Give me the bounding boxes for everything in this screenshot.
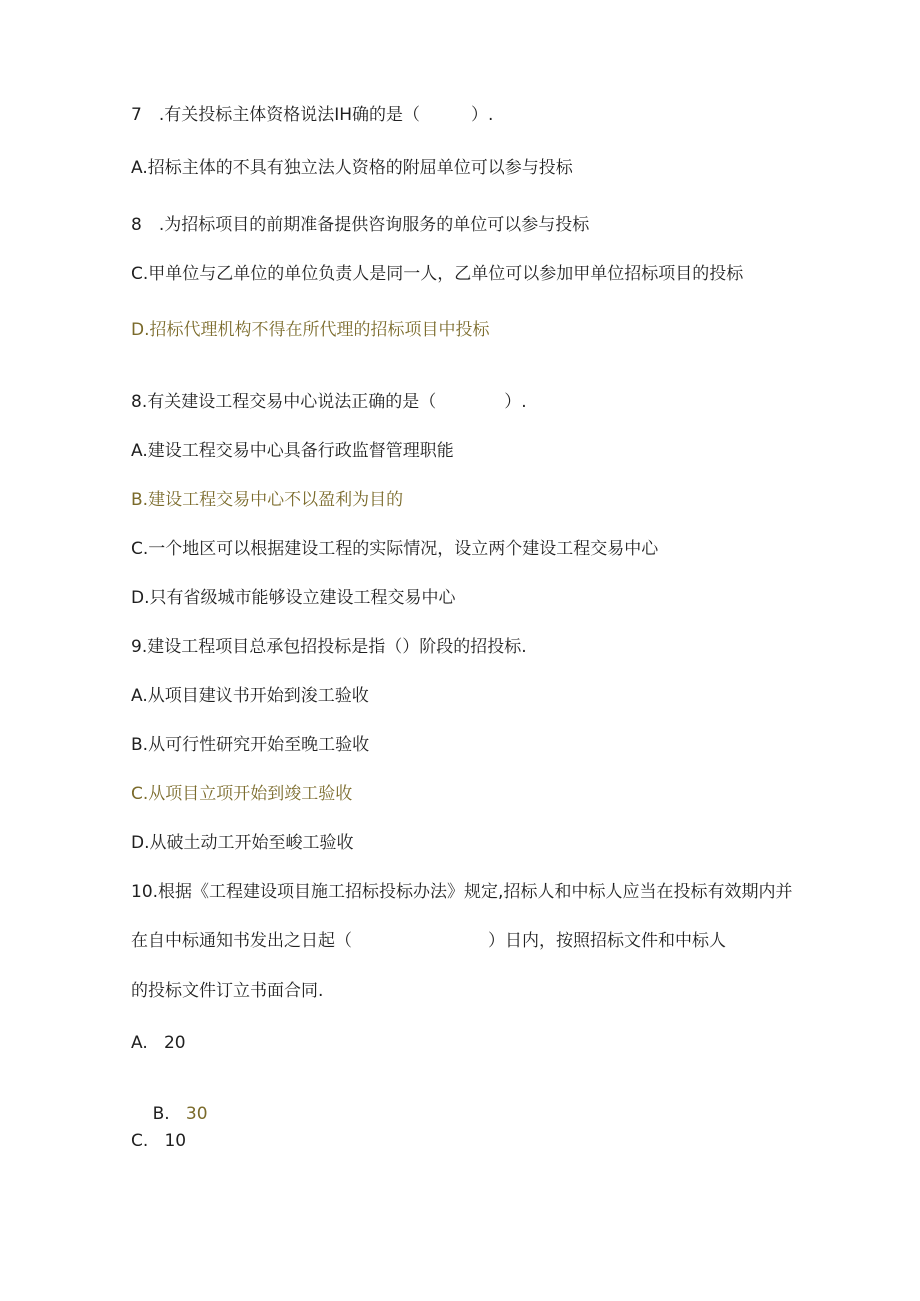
question-9-stem: 9.建设工程项目总承包招投标是指（）阶段的招投标.: [131, 637, 527, 657]
question-7-option-d-answer: D.招标代理机构不得在所代理的招标项目中投标: [131, 320, 490, 340]
question-10-option-a: A. 20: [131, 1033, 186, 1053]
question-7-option-b: 8 .为招标项目的前期准备提供咨询服务的单位可以参与投标: [131, 215, 590, 235]
question-10-stem-line-2: 在自中标通知书发出之日起（ ）日内，按照招标文件和中标人: [131, 931, 726, 951]
question-10-option-c: C. 10: [131, 1131, 187, 1151]
question-8-option-d: D.只有省级城市能够设立建设工程交易中心: [131, 588, 456, 608]
question-9-option-c-answer: C.从项目立项开始到竣工验收: [131, 784, 353, 804]
question-7-option-c: C.甲单位与乙单位的单位负责人是同一人，乙单位可以参加甲单位招标项目的投标: [131, 264, 744, 284]
option-b-answer-value: 30: [185, 1104, 208, 1124]
question-8-stem: 8.有关建设工程交易中心说法正确的是（ ）.: [131, 392, 527, 412]
question-8-option-c: C.一个地区可以根据建设工程的实际情况，设立两个建设工程交易中心: [131, 539, 659, 559]
question-8-option-b-answer: B.建设工程交易中心不以盈利为目的: [131, 490, 404, 510]
question-8-option-a: A.建设工程交易中心具备行政监督管理职能: [131, 441, 454, 461]
option-b-letter: B.: [152, 1104, 186, 1124]
question-9-option-a: A.从项目建议书开始到浚工验收: [131, 686, 369, 706]
question-9-option-d: D.从破土动工开始至峻工验收: [131, 833, 354, 853]
question-10-stem-line-3: 的投标文件订立书面合同.: [131, 981, 324, 1001]
question-7-stem: 7 .有关投标主体资格说法IH确的是（ ）.: [131, 105, 494, 125]
question-10-stem-line-1: 10.根据《工程建设项目施工招标投标办法》规定,招标人和中标人应当在投标有效期内并: [131, 882, 793, 902]
question-9-option-b: B.从可行性研究开始至晚工验收: [131, 735, 370, 755]
question-7-option-a: A.招标主体的不具有独立法人资格的附屈单位可以参与投标: [131, 158, 573, 178]
